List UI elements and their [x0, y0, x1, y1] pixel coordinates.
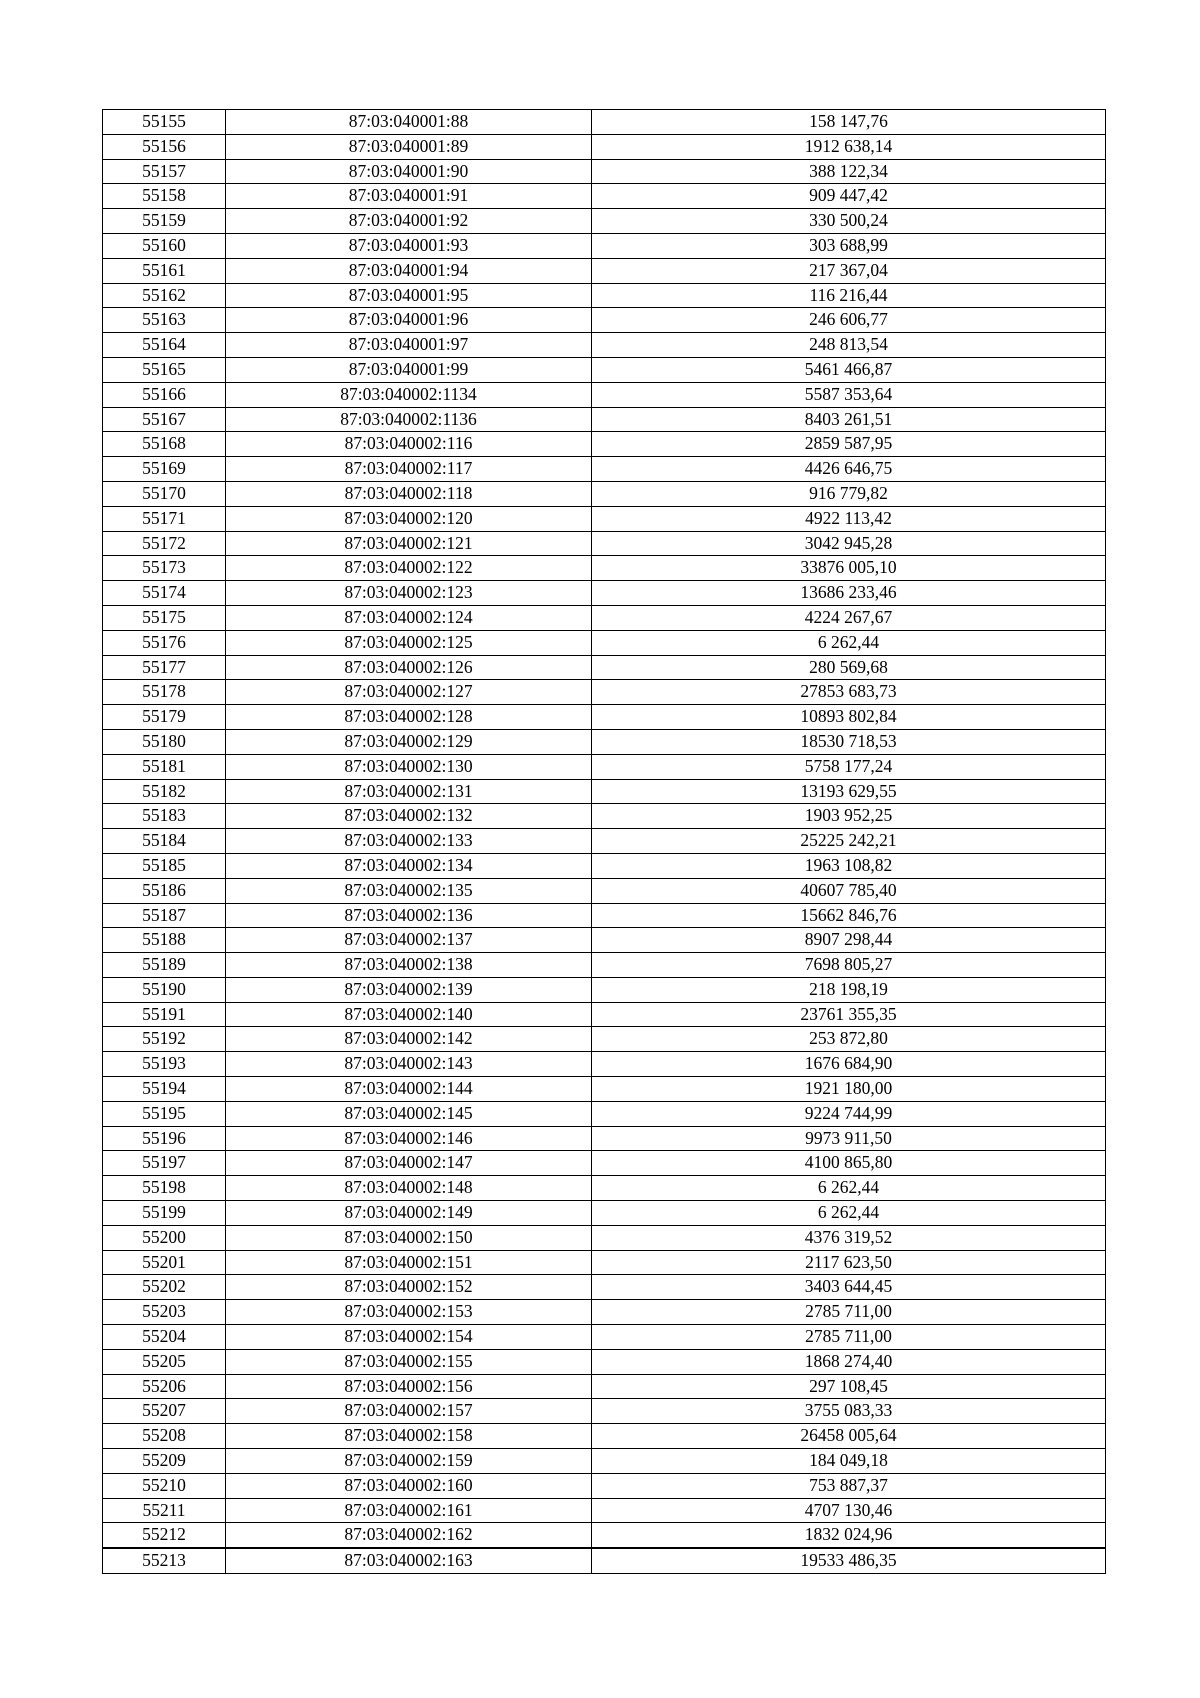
cadastral-value-cell: 184 049,18: [592, 1449, 1106, 1474]
table-row: [103, 1325, 1106, 1350]
row-number-cell: 55155: [103, 110, 226, 135]
cadastral-value-cell: 1676 684,90: [592, 1052, 1106, 1077]
table-row: [103, 1225, 1106, 1250]
table-row: [103, 481, 1106, 506]
row-number-cell: 55207: [103, 1399, 226, 1424]
table-row: [103, 1250, 1106, 1275]
row-number-cell: 55209: [103, 1449, 226, 1474]
table-row: [103, 283, 1106, 308]
cadastral-value-cell: 13686 233,46: [592, 581, 1106, 606]
cadastral-value-cell: 1912 638,14: [592, 134, 1106, 159]
row-number-cell: 55195: [103, 1101, 226, 1126]
row-number-cell: 55170: [103, 481, 226, 506]
table-row: [103, 1151, 1106, 1176]
cadastral-number-cell: 87:03:040002:139: [226, 977, 592, 1002]
cadastral-value-cell: 248 813,54: [592, 333, 1106, 358]
cadastral-number-cell: 87:03:040002:131: [226, 779, 592, 804]
cadastral-value-cell: 5461 466,87: [592, 357, 1106, 382]
cadastral-value-table: [102, 109, 1106, 1574]
cadastral-value-cell: 217 367,04: [592, 258, 1106, 283]
cadastral-value-cell: 26458 005,64: [592, 1424, 1106, 1449]
cadastral-number-cell: 87:03:040002:1134: [226, 382, 592, 407]
cadastral-number-cell: 87:03:040002:140: [226, 1002, 592, 1027]
cadastral-number-cell: 87:03:040002:163: [226, 1548, 592, 1573]
cadastral-number-cell: 87:03:040002:123: [226, 581, 592, 606]
cadastral-value-cell: 1963 108,82: [592, 853, 1106, 878]
cadastral-number-cell: 87:03:040002:122: [226, 556, 592, 581]
row-number-cell: 55211: [103, 1498, 226, 1523]
cadastral-number-cell: 87:03:040002:126: [226, 655, 592, 680]
row-number-cell: 55156: [103, 134, 226, 159]
cadastral-number-cell: 87:03:040002:162: [226, 1523, 592, 1548]
table-row: [103, 1176, 1106, 1201]
cadastral-number-cell: 87:03:040002:121: [226, 531, 592, 556]
cadastral-value-cell: 33876 005,10: [592, 556, 1106, 581]
cadastral-value-cell: 909 447,42: [592, 184, 1106, 209]
table-row: [103, 457, 1106, 482]
table-row: [103, 878, 1106, 903]
table-row: [103, 1275, 1106, 1300]
cadastral-value-cell: 330 500,24: [592, 209, 1106, 234]
row-number-cell: 55185: [103, 853, 226, 878]
table-row: [103, 407, 1106, 432]
row-number-cell: 55164: [103, 333, 226, 358]
row-number-cell: 55196: [103, 1126, 226, 1151]
table-row: [103, 953, 1106, 978]
table-row: [103, 630, 1106, 655]
row-number-cell: 55175: [103, 605, 226, 630]
row-number-cell: 55171: [103, 506, 226, 531]
table-row: [103, 1374, 1106, 1399]
cadastral-number-cell: 87:03:040002:137: [226, 928, 592, 953]
cadastral-number-cell: 87:03:040002:152: [226, 1275, 592, 1300]
cadastral-value-cell: 253 872,80: [592, 1027, 1106, 1052]
row-number-cell: 55212: [103, 1523, 226, 1548]
cadastral-number-cell: 87:03:040002:157: [226, 1399, 592, 1424]
table-row: [103, 159, 1106, 184]
row-number-cell: 55188: [103, 928, 226, 953]
table-row: [103, 680, 1106, 705]
table-body: [103, 110, 1106, 1574]
table-row: [103, 556, 1106, 581]
row-number-cell: 55193: [103, 1052, 226, 1077]
row-number-cell: 55201: [103, 1250, 226, 1275]
cadastral-value-cell: 3042 945,28: [592, 531, 1106, 556]
row-number-cell: 55191: [103, 1002, 226, 1027]
cadastral-number-cell: 87:03:040001:95: [226, 283, 592, 308]
cadastral-value-cell: 1921 180,00: [592, 1077, 1106, 1102]
cadastral-number-cell: 87:03:040002:127: [226, 680, 592, 705]
cadastral-number-cell: 87:03:040002:134: [226, 853, 592, 878]
table-row: [103, 1473, 1106, 1498]
row-number-cell: 55194: [103, 1077, 226, 1102]
table-row: [103, 1399, 1106, 1424]
table-row: [103, 209, 1106, 234]
cadastral-value-cell: 7698 805,27: [592, 953, 1106, 978]
cadastral-value-cell: 2117 623,50: [592, 1250, 1106, 1275]
cadastral-value-cell: 280 569,68: [592, 655, 1106, 680]
table-row: [103, 1498, 1106, 1523]
cadastral-value-cell: 2859 587,95: [592, 432, 1106, 457]
cadastral-number-cell: 87:03:040001:96: [226, 308, 592, 333]
cadastral-value-cell: 388 122,34: [592, 159, 1106, 184]
cadastral-value-cell: 5758 177,24: [592, 754, 1106, 779]
cadastral-number-cell: 87:03:040002:133: [226, 829, 592, 854]
cadastral-number-cell: 87:03:040002:160: [226, 1473, 592, 1498]
cadastral-number-cell: 87:03:040002:136: [226, 903, 592, 928]
cadastral-value-cell: 4100 865,80: [592, 1151, 1106, 1176]
row-number-cell: 55167: [103, 407, 226, 432]
cadastral-value-cell: 1868 274,40: [592, 1349, 1106, 1374]
table-row: [103, 531, 1106, 556]
cadastral-number-cell: 87:03:040002:120: [226, 506, 592, 531]
cadastral-number-cell: 87:03:040002:143: [226, 1052, 592, 1077]
cadastral-value-cell: 9973 911,50: [592, 1126, 1106, 1151]
cadastral-value-cell: 3403 644,45: [592, 1275, 1106, 1300]
cadastral-number-cell: 87:03:040002:138: [226, 953, 592, 978]
row-number-cell: 55213: [103, 1548, 226, 1573]
cadastral-value-cell: 6 262,44: [592, 1201, 1106, 1226]
cadastral-number-cell: 87:03:040001:90: [226, 159, 592, 184]
cadastral-value-cell: 2785 711,00: [592, 1300, 1106, 1325]
row-number-cell: 55199: [103, 1201, 226, 1226]
row-number-cell: 55174: [103, 581, 226, 606]
table-row: [103, 1052, 1106, 1077]
row-number-cell: 55186: [103, 878, 226, 903]
table-row: [103, 1126, 1106, 1151]
cadastral-value-cell: 116 216,44: [592, 283, 1106, 308]
table-row: [103, 655, 1106, 680]
cadastral-number-cell: 87:03:040002:155: [226, 1349, 592, 1374]
cadastral-number-cell: 87:03:040002:124: [226, 605, 592, 630]
row-number-cell: 55163: [103, 308, 226, 333]
row-number-cell: 55184: [103, 829, 226, 854]
cadastral-number-cell: 87:03:040002:153: [226, 1300, 592, 1325]
cadastral-number-cell: 87:03:040002:148: [226, 1176, 592, 1201]
cadastral-value-cell: 25225 242,21: [592, 829, 1106, 854]
table-row: [103, 233, 1106, 258]
table-row: [103, 382, 1106, 407]
row-number-cell: 55176: [103, 630, 226, 655]
table-row: [103, 977, 1106, 1002]
cadastral-number-cell: 87:03:040002:161: [226, 1498, 592, 1523]
cadastral-number-cell: 87:03:040001:89: [226, 134, 592, 159]
table-row: [103, 1449, 1106, 1474]
cadastral-number-cell: 87:03:040001:93: [226, 233, 592, 258]
row-number-cell: 55180: [103, 729, 226, 754]
row-number-cell: 55203: [103, 1300, 226, 1325]
table-row: [103, 357, 1106, 382]
row-number-cell: 55168: [103, 432, 226, 457]
cadastral-number-cell: 87:03:040002:125: [226, 630, 592, 655]
table-row: [103, 729, 1106, 754]
cadastral-number-cell: 87:03:040002:156: [226, 1374, 592, 1399]
table-row: [103, 110, 1106, 135]
table-row: [103, 605, 1106, 630]
table-row: [103, 1523, 1106, 1548]
table-row: [103, 754, 1106, 779]
table-row: [103, 705, 1106, 730]
row-number-cell: 55198: [103, 1176, 226, 1201]
cadastral-value-cell: 19533 486,35: [592, 1548, 1106, 1573]
row-number-cell: 55161: [103, 258, 226, 283]
row-number-cell: 55169: [103, 457, 226, 482]
row-number-cell: 55179: [103, 705, 226, 730]
table-row: [103, 1548, 1106, 1573]
cadastral-number-cell: 87:03:040002:129: [226, 729, 592, 754]
cadastral-value-cell: 303 688,99: [592, 233, 1106, 258]
table-row: [103, 581, 1106, 606]
cadastral-value-cell: 10893 802,84: [592, 705, 1106, 730]
cadastral-number-cell: 87:03:040001:88: [226, 110, 592, 135]
cadastral-number-cell: 87:03:040002:147: [226, 1151, 592, 1176]
cadastral-number-cell: 87:03:040002:146: [226, 1126, 592, 1151]
row-number-cell: 55182: [103, 779, 226, 804]
row-number-cell: 55173: [103, 556, 226, 581]
cadastral-value-cell: 2785 711,00: [592, 1325, 1106, 1350]
table-row: [103, 506, 1106, 531]
cadastral-number-cell: 87:03:040002:142: [226, 1027, 592, 1052]
table-row: [103, 1101, 1106, 1126]
cadastral-value-cell: 158 147,76: [592, 110, 1106, 135]
row-number-cell: 55172: [103, 531, 226, 556]
row-number-cell: 55208: [103, 1424, 226, 1449]
table-row: [103, 1077, 1106, 1102]
row-number-cell: 55178: [103, 680, 226, 705]
table-row: [103, 928, 1106, 953]
cadastral-number-cell: 87:03:040002:159: [226, 1449, 592, 1474]
cadastral-value-cell: 8907 298,44: [592, 928, 1106, 953]
cadastral-number-cell: 87:03:040002:1136: [226, 407, 592, 432]
row-number-cell: 55166: [103, 382, 226, 407]
cadastral-value-cell: 4224 267,67: [592, 605, 1106, 630]
row-number-cell: 55183: [103, 804, 226, 829]
table-row: [103, 1349, 1106, 1374]
cadastral-number-cell: 87:03:040002:149: [226, 1201, 592, 1226]
cadastral-value-cell: 4376 319,52: [592, 1225, 1106, 1250]
table-row: [103, 1002, 1106, 1027]
cadastral-value-cell: 1903 952,25: [592, 804, 1106, 829]
table-row: [103, 333, 1106, 358]
cadastral-value-cell: 753 887,37: [592, 1473, 1106, 1498]
cadastral-number-cell: 87:03:040001:94: [226, 258, 592, 283]
row-number-cell: 55157: [103, 159, 226, 184]
cadastral-value-cell: 27853 683,73: [592, 680, 1106, 705]
row-number-cell: 55204: [103, 1325, 226, 1350]
cadastral-value-cell: 5587 353,64: [592, 382, 1106, 407]
table-row: [103, 134, 1106, 159]
row-number-cell: 55159: [103, 209, 226, 234]
cadastral-number-cell: 87:03:040002:116: [226, 432, 592, 457]
row-number-cell: 55205: [103, 1349, 226, 1374]
cadastral-number-cell: 87:03:040001:91: [226, 184, 592, 209]
row-number-cell: 55206: [103, 1374, 226, 1399]
row-number-cell: 55162: [103, 283, 226, 308]
table-row: [103, 829, 1106, 854]
cadastral-number-cell: 87:03:040002:144: [226, 1077, 592, 1102]
table-row: [103, 853, 1106, 878]
cadastral-value-cell: 3755 083,33: [592, 1399, 1106, 1424]
table-row: [103, 184, 1106, 209]
row-number-cell: 55200: [103, 1225, 226, 1250]
table-row: [103, 308, 1106, 333]
cadastral-number-cell: 87:03:040002:117: [226, 457, 592, 482]
cadastral-value-cell: 4922 113,42: [592, 506, 1106, 531]
cadastral-number-cell: 87:03:040002:145: [226, 1101, 592, 1126]
cadastral-number-cell: 87:03:040002:154: [226, 1325, 592, 1350]
cadastral-number-cell: 87:03:040002:158: [226, 1424, 592, 1449]
cadastral-value-cell: 218 198,19: [592, 977, 1106, 1002]
cadastral-number-cell: 87:03:040002:130: [226, 754, 592, 779]
cadastral-value-cell: 6 262,44: [592, 1176, 1106, 1201]
row-number-cell: 55160: [103, 233, 226, 258]
table-row: [103, 258, 1106, 283]
cadastral-value-cell: 4707 130,46: [592, 1498, 1106, 1523]
cadastral-value-cell: 246 606,77: [592, 308, 1106, 333]
table-row: [103, 1201, 1106, 1226]
cadastral-value-cell: 13193 629,55: [592, 779, 1106, 804]
table-row: [103, 432, 1106, 457]
cadastral-value-cell: 40607 785,40: [592, 878, 1106, 903]
cadastral-number-cell: 87:03:040002:128: [226, 705, 592, 730]
cadastral-value-cell: 23761 355,35: [592, 1002, 1106, 1027]
row-number-cell: 55197: [103, 1151, 226, 1176]
row-number-cell: 55210: [103, 1473, 226, 1498]
cadastral-value-cell: 297 108,45: [592, 1374, 1106, 1399]
cadastral-value-cell: 1832 024,96: [592, 1523, 1106, 1548]
cadastral-value-cell: 9224 744,99: [592, 1101, 1106, 1126]
row-number-cell: 55189: [103, 953, 226, 978]
row-number-cell: 55181: [103, 754, 226, 779]
table-row: [103, 1027, 1106, 1052]
cadastral-number-cell: 87:03:040001:97: [226, 333, 592, 358]
row-number-cell: 55177: [103, 655, 226, 680]
cadastral-number-cell: 87:03:040001:92: [226, 209, 592, 234]
cadastral-value-cell: 18530 718,53: [592, 729, 1106, 754]
cadastral-value-cell: 8403 261,51: [592, 407, 1106, 432]
cadastral-value-cell: 15662 846,76: [592, 903, 1106, 928]
table-row: [103, 1424, 1106, 1449]
row-number-cell: 55187: [103, 903, 226, 928]
row-number-cell: 55165: [103, 357, 226, 382]
cadastral-number-cell: 87:03:040002:135: [226, 878, 592, 903]
cadastral-number-cell: 87:03:040002:151: [226, 1250, 592, 1275]
row-number-cell: 55190: [103, 977, 226, 1002]
cadastral-number-cell: 87:03:040002:150: [226, 1225, 592, 1250]
cadastral-number-cell: 87:03:040001:99: [226, 357, 592, 382]
table-row: [103, 1300, 1106, 1325]
row-number-cell: 55192: [103, 1027, 226, 1052]
row-number-cell: 55158: [103, 184, 226, 209]
table-row: [103, 804, 1106, 829]
cadastral-value-cell: 4426 646,75: [592, 457, 1106, 482]
table-row: [103, 903, 1106, 928]
cadastral-value-cell: 916 779,82: [592, 481, 1106, 506]
cadastral-number-cell: 87:03:040002:118: [226, 481, 592, 506]
cadastral-number-cell: 87:03:040002:132: [226, 804, 592, 829]
row-number-cell: 55202: [103, 1275, 226, 1300]
table-row: [103, 779, 1106, 804]
cadastral-value-cell: 6 262,44: [592, 630, 1106, 655]
